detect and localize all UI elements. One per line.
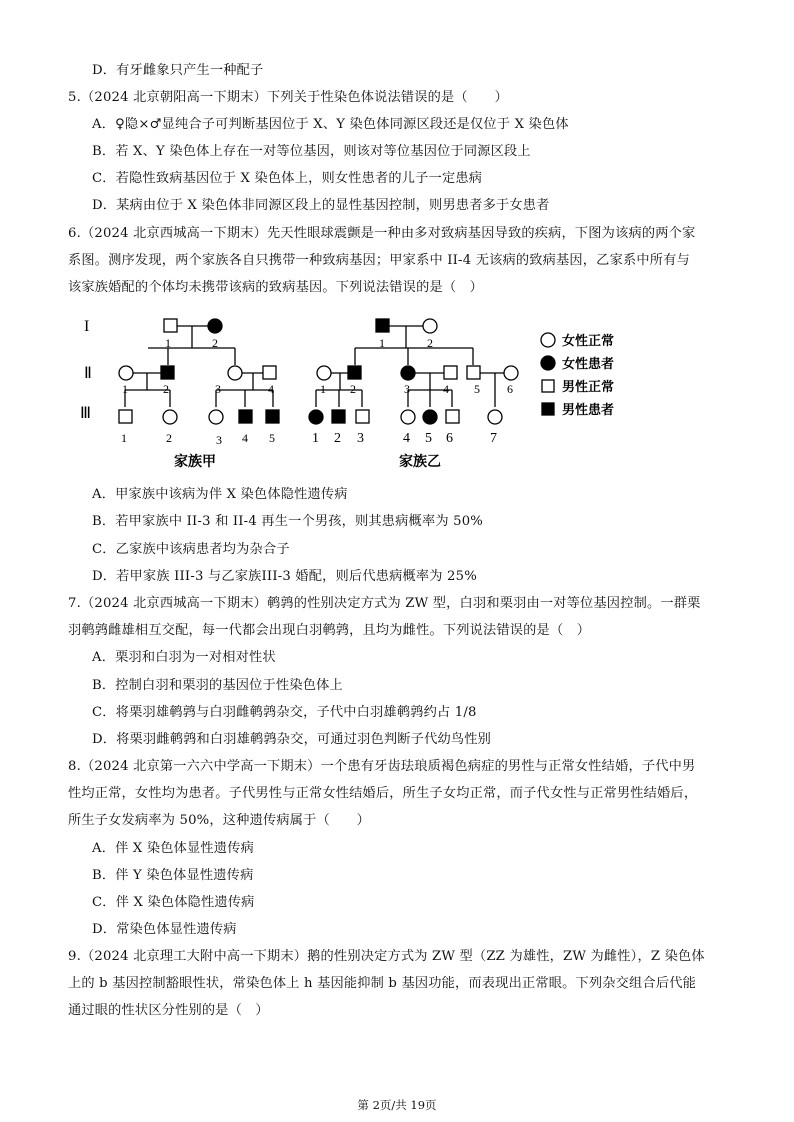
fa-num-i2: 2 <box>212 336 218 350</box>
fa-num-iii5: 5 <box>269 431 275 445</box>
fb-num-iii4: 4 <box>403 431 410 446</box>
legend-male-normal: 男性正常 <box>562 380 615 395</box>
fb-ii3-affected-female <box>401 366 415 380</box>
fb-num-iii3: 3 <box>357 431 364 446</box>
fa-num-i1: 1 <box>165 336 171 350</box>
gen-label-1: I <box>84 318 90 335</box>
q5-stem: 5.（2024 北京朝阳高一下期末）下列关于性染色体说法错误的是（ ） <box>68 90 508 105</box>
fb-ii1-normal-female <box>317 366 331 380</box>
fa-num-iii1: 1 <box>121 431 127 445</box>
fb-i2-normal-female <box>423 319 437 333</box>
q9-stem-line3: 通过眼的性状区分性别的是（ ） <box>68 1003 269 1018</box>
fa-ii3-normal-female <box>228 366 242 380</box>
q6-option-d: D．若甲家族 III-3 与乙家族III-3 婚配，则后代患病概率为 25% <box>92 569 477 584</box>
q6-option-b: B．若甲家族中 II-3 和 II-4 再生一个男孩，则其患病概率为 50% <box>92 514 484 529</box>
fb-num-ii5: 5 <box>474 382 480 396</box>
fb-num-ii4: 4 <box>443 382 449 396</box>
fb-iii2-affected-male <box>332 410 345 423</box>
legend-male-patient: 男性患者 <box>562 403 615 418</box>
legend-female-patient-icon <box>541 356 555 370</box>
fb-iii7-normal-female <box>488 410 502 424</box>
fa-num-ii2: 2 <box>163 382 169 396</box>
fb-num-ii2: 2 <box>350 382 356 396</box>
fb-i1-affected-male <box>376 319 389 332</box>
q8-option-a: A．伴 X 染色体显性遗传病 <box>92 841 254 856</box>
fb-ii4-normal-male <box>444 366 457 379</box>
q6-stem-line3: 该家族婚配的个体均未携带该病的致病基因。下列说法错误的是（ ） <box>68 280 484 295</box>
fb-num-i1: 1 <box>379 336 385 350</box>
fa-ii4-normal-male <box>263 366 276 379</box>
fb-iii1-affected-female <box>309 410 323 424</box>
family-a-label: 家族甲 <box>174 454 216 470</box>
fb-num-iii6: 6 <box>446 431 453 446</box>
q8-stem-line2: 性均正常，女性均为患者。子代男性与正常女性结婚后，所生子女均正常，而子代女性与正常男性结婚后， <box>68 786 698 801</box>
fa-num-iii2: 2 <box>166 431 172 445</box>
fa-ii2-affected-male <box>161 366 174 379</box>
q7-option-d: D．将栗羽雌鹌鹑和白羽雄鹌鹑杂交，可通过羽色判断子代幼鸟性别 <box>92 732 492 747</box>
gen-label-3: Ⅲ <box>80 405 92 422</box>
legend-female-patient: 女性患者 <box>562 357 615 372</box>
q7-option-b: B．控制白羽和栗羽的基因位于性染色体上 <box>92 678 343 693</box>
fa-ii1-normal-female <box>119 366 133 380</box>
q7-stem-line2: 羽鹌鹑雌雄相互交配，每一代都会出现白羽鹌鹑，且均为雌性。下列说法错误的是（ ） <box>68 623 591 638</box>
q7-option-c: C．将栗羽雄鹌鹑与白羽雌鹌鹑杂交，子代中白羽雄鹌鹑约占 1/8 <box>92 705 477 720</box>
fb-num-i2: 2 <box>427 336 433 350</box>
pedigree-figure <box>70 300 710 480</box>
q5-option-b: B．若 X、Y 染色体上存在一对等位基因，则该对等位基因位于同源区段上 <box>92 144 531 159</box>
q5-option-c: C．若隐性致病基因位于 X 染色体上，则女性患者的儿子一定患病 <box>92 171 483 186</box>
fb-num-iii1: 1 <box>312 431 319 446</box>
q4-option-d: D．有牙雌象只产生一种配子 <box>92 63 264 78</box>
fa-i2-affected-female <box>208 319 222 333</box>
fb-ii5-normal-male <box>467 366 480 379</box>
q8-stem-line1: 8.（2024 北京第一六六中学高一下期末）一个患有牙齿珐琅质褐色病症的男性与正常女性结婚，子代中男 <box>68 759 696 774</box>
q6-option-a: A．甲家族中该病为伴 X 染色体隐性遗传病 <box>92 487 348 502</box>
q6-stem-line2: 系图。测序发现，两个家族各自只携带一种致病基因；甲家系中 II-4 无该病的致病基因，乙家系中所有与 <box>68 253 690 268</box>
fa-num-ii1: 1 <box>122 382 128 396</box>
q8-option-d: D．常染色体显性遗传病 <box>92 922 237 937</box>
q5-option-a: A．♀隐×♂显纯合子可判断基因位于 X、Y 染色体同源区段还是仅位于 X 染色体 <box>92 117 569 132</box>
legend-female-normal: 女性正常 <box>562 334 615 349</box>
fa-num-iii3: 3 <box>216 433 222 447</box>
fa-iii2-normal-female <box>163 410 177 424</box>
fb-ii6-normal-female <box>504 366 518 380</box>
legend-female-normal-icon <box>541 333 555 347</box>
fb-num-ii3: 3 <box>404 382 410 396</box>
fb-iii4-normal-female <box>401 410 415 424</box>
page-footer: 第 2页/共 19页 <box>357 1098 437 1112</box>
legend-male-normal-icon <box>542 380 554 392</box>
fa-iii3-normal-female <box>209 410 223 424</box>
q8-option-c: C．伴 X 染色体隐性遗传病 <box>92 895 255 910</box>
fb-num-iii7: 7 <box>490 431 497 446</box>
fb-iii3-normal-male <box>356 410 369 423</box>
fa-num-iii4: 4 <box>242 431 248 445</box>
fa-iii5-affected-male <box>266 410 279 423</box>
fb-num-ii1: 1 <box>320 382 326 396</box>
q7-stem-line1: 7.（2024 北京西城高一下期末）鹌鹑的性别决定方式为 ZW 型，白羽和栗羽由一对等位基因控制。一群栗 <box>68 596 701 611</box>
q7-option-a: A．栗羽和白羽为一对相对性状 <box>92 650 276 665</box>
fa-num-ii4: 4 <box>268 382 274 396</box>
legend-male-patient-icon <box>542 403 554 415</box>
fb-num-iii2: 2 <box>334 431 341 446</box>
fb-num-iii5: 5 <box>425 431 432 446</box>
q8-stem-line3: 所生子女发病率为 50%，这种遗传病属于（ ） <box>68 813 371 828</box>
q8-option-b: B．伴 Y 染色体显性遗传病 <box>92 868 254 883</box>
q5-option-d: D．某病由位于 X 染色体非同源区段上的显性基因控制，则男患者多于女患者 <box>92 198 550 213</box>
fa-iii4-affected-male <box>239 410 252 423</box>
q6-stem-line1: 6.（2024 北京西城高一下期末）先天性眼球震颤是一种由多对致病基因导致的疾病，下图为该病的两个家 <box>68 226 696 241</box>
fa-iii1-normal-male <box>119 410 132 423</box>
fb-iii5-affected-female <box>423 410 437 424</box>
gen-label-2: Ⅱ <box>84 365 92 382</box>
fb-num-ii6: 6 <box>507 382 513 396</box>
fa-num-ii3: 3 <box>215 382 221 396</box>
fb-iii6-normal-male <box>446 410 459 423</box>
q9-stem-line1: 9.（2024 北京理工大附中高一下期末）鹅的性别决定方式为 ZW 型（ZZ 为雄性，ZW 为雌性），Z 染色体 <box>68 949 705 964</box>
q6-option-c: C．乙家族中该病患者均为杂合子 <box>92 542 290 557</box>
family-b-label: 家族乙 <box>399 454 441 470</box>
fb-ii2-affected-male <box>348 366 361 379</box>
fa-i1-normal-male <box>164 319 177 332</box>
q9-stem-line2: 上的 b 基因控制豁眼性状，常染色体上 h 基因能抑制 b 基因功能，而表现出正常眼。下列杂交组合后代能 <box>68 976 696 991</box>
